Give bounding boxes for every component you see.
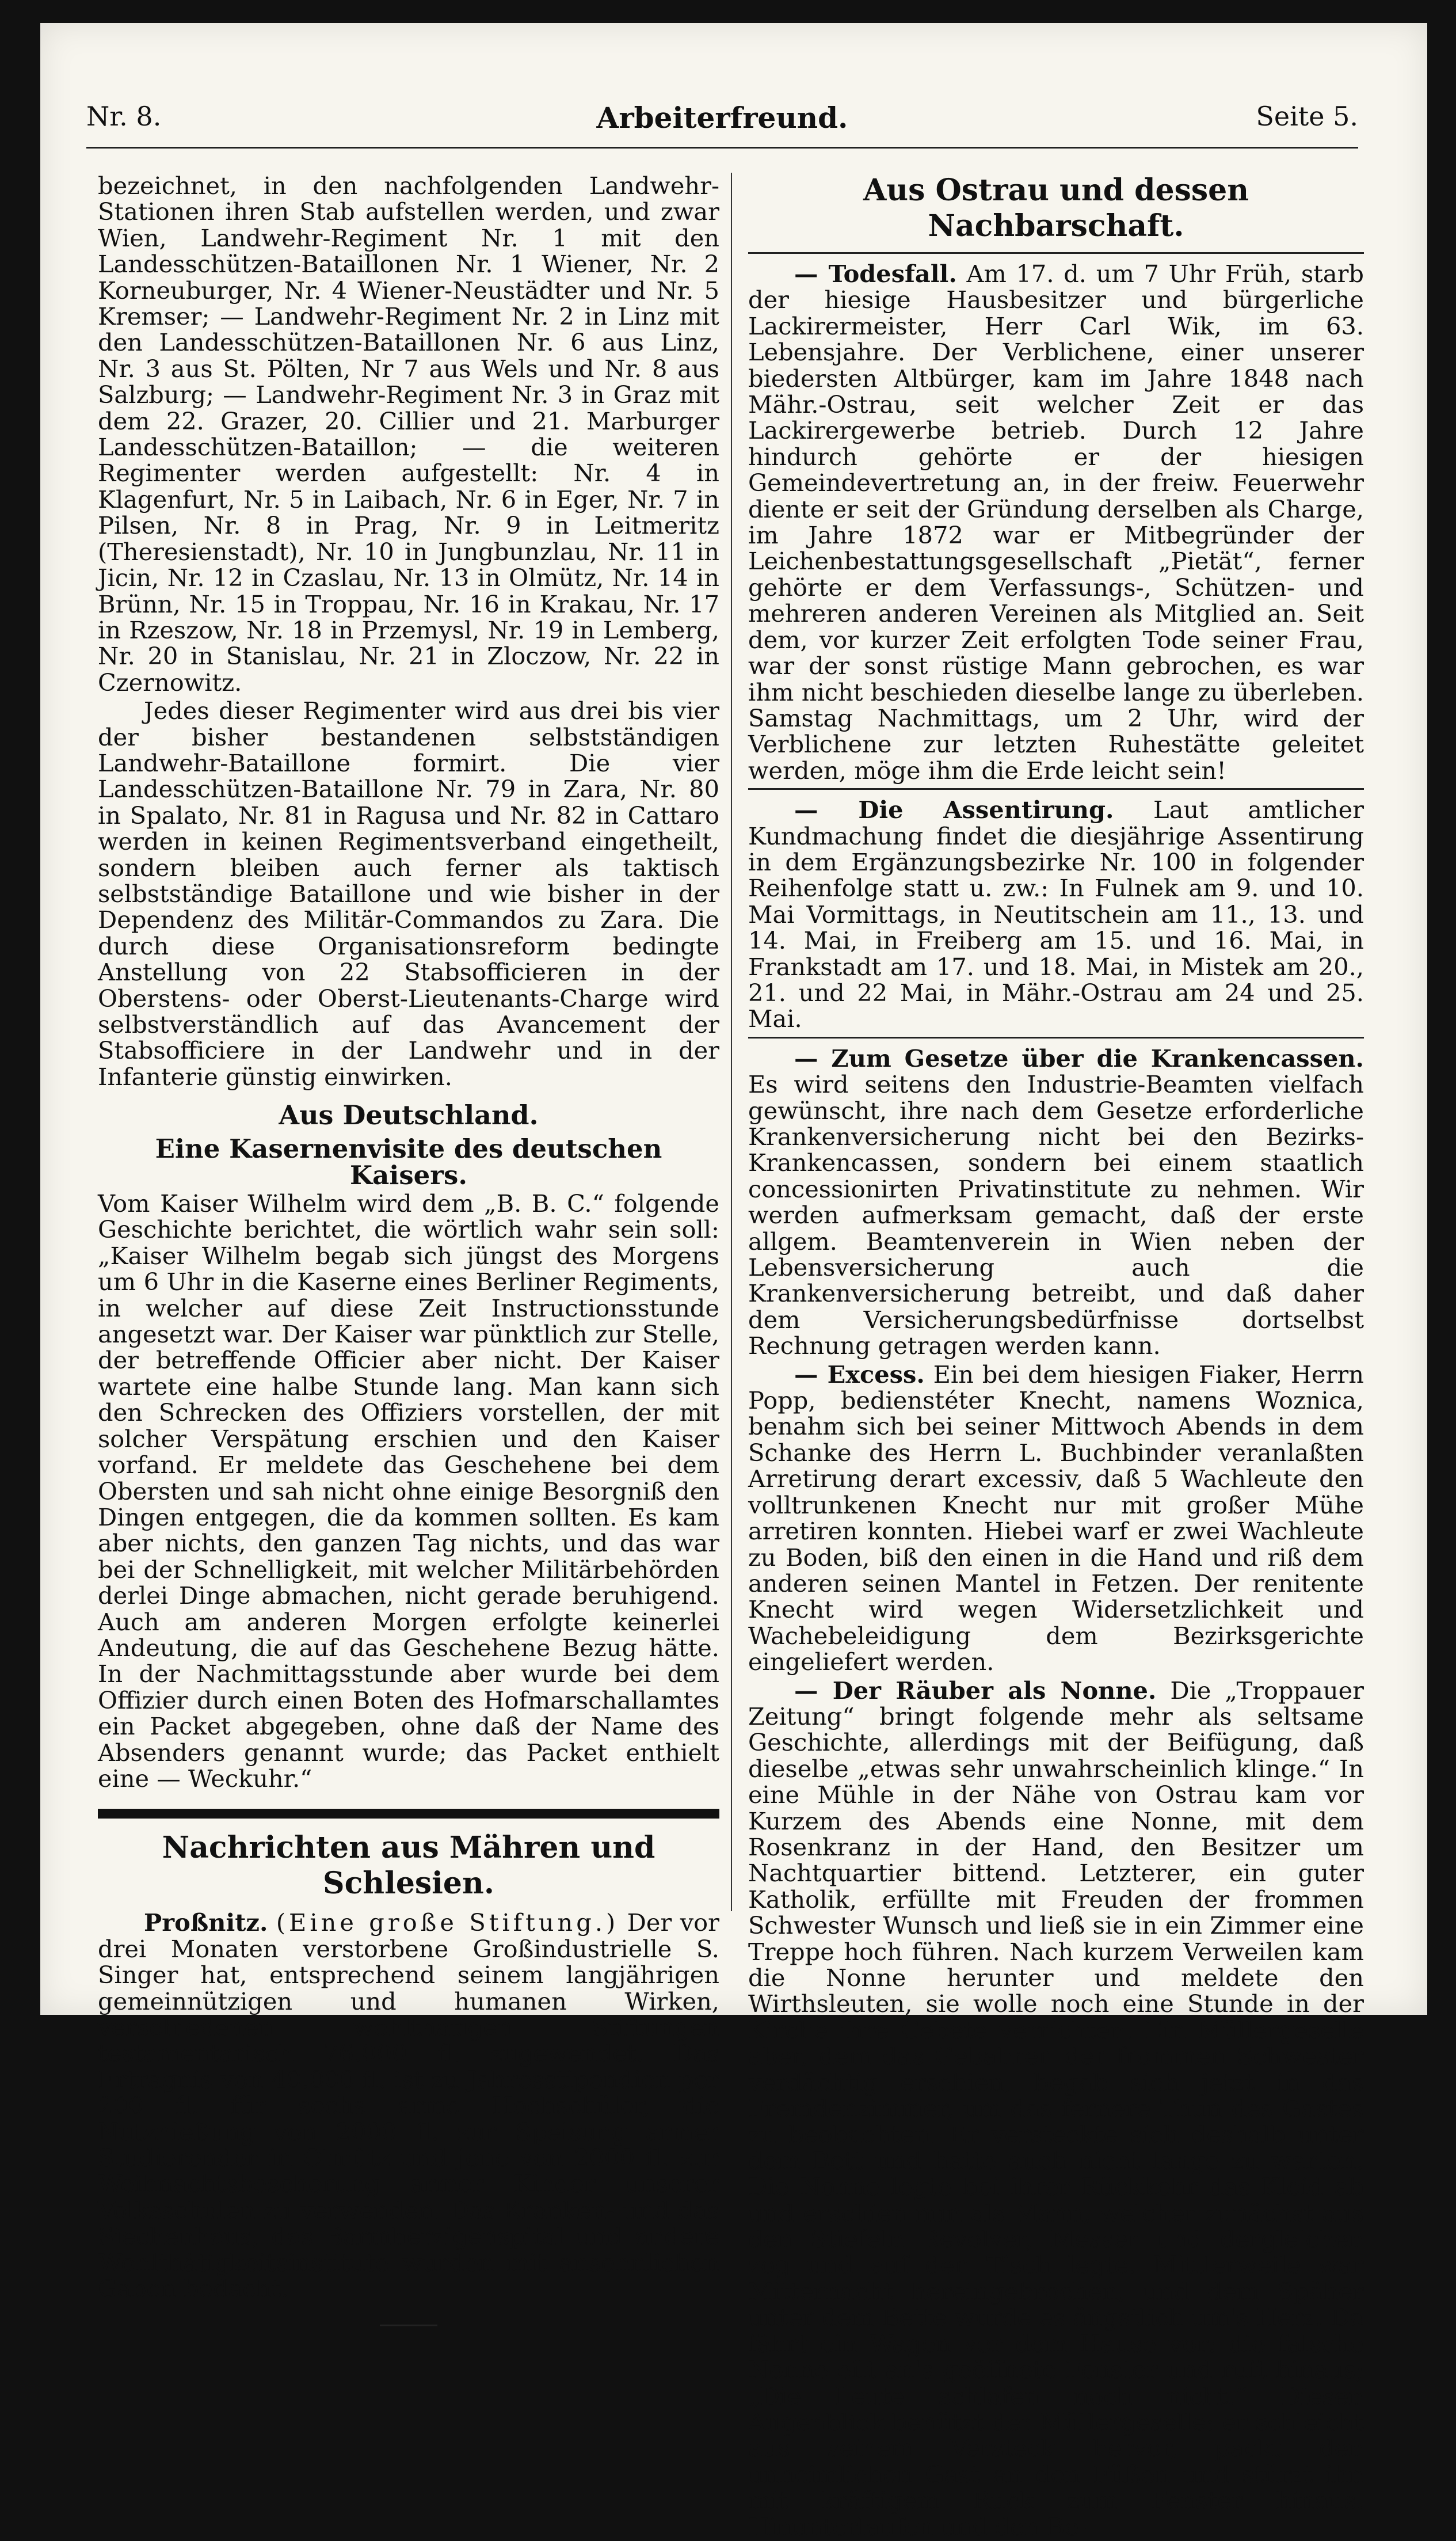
prossnitz-subtitle: (Eine große Stiftung.) (276, 1908, 619, 1937)
assentirung-article (748, 797, 1364, 1032)
kaiser-article-text: Vom Kaiser Wilhelm wird dem „B. B. C.“ folgende Geschichte berichtet, die wörtlich wahr sein soll: „Kaiser Wilhelm begab sich jüngst des Morgens um 6 Uhr in die Kaserne eines Berliner Regiments, in welcher auf diese Zeit Instructionsstunde angesetzt war. Der Kaiser war pünktlich zur Stelle, der betreffende Officier aber nicht. Der Kaiser wartete eine halbe Stunde lang. Man kann sich den Schrecken des Offiziers vorstellen, der mit solcher Verspätung erschien und den Kaiser vorfand. Er meldete das Geschehene bei dem Obersten und sah nicht ohne einige Besorgniß den Dingen entgegen, die da kommen sollten. Es kam aber nichts, den ganzen Tag nichts, und das war bei der Schnelligkeit, mit welcher Militärbehörden derlei Dinge abmachen, nicht gerade beruhigend. Auch am anderen Morgen erfolgte keinerlei Andeutung, die auf das Geschehene Bezug hätte. In der Nachmittagsstunde aber wurde bei dem Offizier durch einen Boten des Hofmarschallamtes ein Packet abgegeben, ohne daß der Name des Absenders genannt wurde; das Packet enthielt eine — Weckuhr.“ (98, 1189, 719, 1793)
gesetze-text: Es wird seitens den Industrie-Beamten vielfach gewünscht, ihre nach dem Gesetze erforderliche Krankenversicherung nicht bei den Bezirks-Krankencassen, sondern bei einem staatlich concessionirten Privatinstitute zu nehmen. Wir werden aufmerksam gemacht, daß der erste allgem. Beamtenverein in Wien neben der Lebensversicherung auch die Krankenversicherung betreibt, und daß daher dem Versicherungsbedürfnisse dortselbst Rechnung getragen werden kann. (748, 1070, 1364, 1360)
masthead-title: Arbeiterfreund. (596, 101, 848, 135)
section-rule (98, 1809, 719, 1819)
column-divider (731, 173, 732, 1911)
item-rule (748, 1037, 1364, 1039)
landwehr-paragraph: bezeichnet, in den nachfolgenden Landwehr-Stationen ihren Stab aufstellen werden, und zwar Wien, Landwehr-Regiment Nr. 1 mit den Landesschützen-Bataillonen Nr. 1 Wiener, Nr. 2 Korneuburger, Nr. 4 Wiener-Neustädter und Nr. 5 Kremser; — Landwehr-Regiment Nr. 2 in Linz mit den Landesschützen-Bataillonen Nr. 6 aus Linz, Nr. 3 aus St. Pölten, Nr 7 aus Wels und Nr. 8 aus Salzburg; — Landwehr-Regiment Nr. 3 in Graz mit dem 22. Grazer, 20. Cillier und 21. Marburger Landesschützen-Bataillon; — die weiteren Regimenter werden aufgestellt: Nr. 4 in Klagenfurt, Nr. 5 in Laibach, Nr. 6 in Eger, Nr. 7 in Pilsen, Nr. 8 in Prag, Nr. 9 in Leitmeritz (Theresienstadt), Nr. 10 in Jungbunzlau, Nr. 11 in Jicin, Nr. 12 in Czaslau, Nr. 13 in Olmütz, Nr. 14 in Brünn, Nr. 15 in Troppau, Nr. 16 in Krakau, Nr. 17 in Rzeszow, Nr. 18 in Przemysl, Nr. 19 in Lemberg, Nr. 20 in Stanislau, Nr. 21 in Zloczow, Nr. 22 in Czernowitz. (98, 172, 719, 697)
todesfall-runin: — Todesfall. (794, 260, 957, 288)
assentirung-runin: — Die Assentirung. (794, 796, 1114, 824)
excess-article (748, 1361, 1364, 1675)
excess-text: Ein bei dem hiesigen Fiaker, Herrn Popp, bedienstéter Knecht, namens Woznica, benahm sich bei seiner Mittwoch Abends in dem Schanke des Herrn L. Buchbinder veranlaßten Arretirung derart excessiv, daß 5 Wachleute den volltrunkenen Knecht nur mit großer Mühe arretiren konnten. Hiebei warf er zwei Wachleute zu Boden, biß den einen in die Hand und riß dem anderen seinen Mantel in Fetzen. Der renitente Knecht wird wegen Widersetzlichkeit und Wachebeleidigung dem Bezirksgerichte eingeliefert werden. (748, 1360, 1364, 1676)
kaiser-article-title: Eine Kasernenvisite des deutschen Kaisers. (155, 1133, 662, 1190)
raeuber-text: Die „Troppauer Zeitung“ bringt folgende mehr als seltsame Geschichte, allerdings mit der Beifügung, daß dieselbe „etwas sehr unwahrscheinlich klinge.“ In eine Mühle in der Nähe von Ostrau kam vor Kurzem des Abends eine Nonne, mit dem Rosenkranz in der Hand, den Besitzer um Nachtquartier bittend. Letzterer, ein guter Katholik, erfüllte mit Freuden der frommen Schwester Wunsch und ließ sie in ein Zimmer eine Treppe hoch führen. Nach kurzem Verweilen kam die Nonne herunter und meldete den Wirthsleuten, sie wolle noch eine Stunde in der Kirche ihre Gebete verrichten. Ein Müllergeselle aber, dem das Gebahren der frommen Schwester verdächtig erschien, begab sich jetzt in das Fremdenzimmer, um das fernere Thun des Gastes zu beobachten. Er versteckte sich deshalb unter dem Bett und hatte auch nicht lange zu warten. Die Nonne legte bei ihrer Rückkehr das Kleid ab und erschien nun als Mann, welcher zunächst aus den Stiefeln Revolver, Messer und dergleichen zog und auf den Tisch legte. Mittlerweile war Mitternacht hereingebrochen, und dem Späher unter dem Bette wurde es ängstlich um's Herz. Da fährt ein Wagen vor dem Hause vor: die falsche Nonne eilt an's geöffnete Fenster und ruft hinaus; „Die Leute schlafen noch nicht.“ Diesen Augenblick benützt der Müllergeselle: er schleicht aus seinem Versteck hervor, packt den unheimlichen Gast an den Füßen und stürzt ihn mit kräftigem Ruck zum Fenster hinaus. Hinunterlaufen und den Be- (748, 1676, 1364, 2541)
section-heading-ostrau: Aus Ostrau und dessen Nachbarschaft. (863, 173, 1249, 244)
raeuber-runin: — Der Räuber als Nonne. (794, 1676, 1157, 1705)
page-number: Seite 5. (1256, 101, 1358, 132)
heading-rule (748, 252, 1364, 254)
prossnitz-runin: Proßnitz. (144, 1908, 268, 1937)
item-rule (748, 788, 1364, 790)
todesfall-text: Am 17. d. um 7 Uhr Früh, starb der hiesige Hausbesitzer und bürgerliche Lackirermeister, Herr Carl Wik, im 63. Lebensjahre. Der Verblichene, einer unserer biedersten Altbürger, kam im Jahre 1848 nach Mähr.-Ostrau, seit welcher Zeit er das Lackirergewerbe betrieb. Durch 12 Jahre hindurch gehörte er der hiesigen Gemeindevertretung an, in der freiw. Feuerwehr diente er seit der Gründung derselben als Charge, im Jahre 1872 war er Mitbegründer der Leichenbestattungsgesellschaft „Pietät“, ferner gehörte er dem Verfassungs-, Schützen- und mehreren anderen Vereinen als Mitglied an. Seit dem, vor kurzer Zeit erfolgten Tode seiner Frau, war der sonst rüstige Mann gebrochen, es war ihm nicht beschieden dieselbe lange zu überleben. Samstag Nachmittags, um 2 Uhr, wird der Verblichene zur letzten Ruhestätte geleitet werden, möge ihm die Erde leicht sein! (748, 260, 1364, 785)
regimenter-paragraph: Jedes dieser Regimenter wird aus drei bis vier der bisher bestandenen selbstständigen Landwehr-Bataillone formirt. Die vier Landesschützen-Bataillone Nr. 79 in Zara, Nr. 80 in Spalato, Nr. 81 in Ragusa und Nr. 82 in Cattaro werden in keinen Regimentsverband eingetheilt, sondern bleiben auch ferner als taktisch selbstständige Bataillone und wie bisher in der Dependenz des Militär-Commandos zu Zara. Die durch diese Organisationsreform bedingte Anstellung von 22 Stabsofficieren in der Oberstens- oder Oberst-Lieutenants-Charge wird selbstverständlich auf das Avancement der Stabsofficiere in der Landwehr und in der Infanterie günstig einwirken. (98, 697, 719, 1091)
right-column (748, 173, 1364, 2540)
left-column (98, 173, 719, 2326)
prossnitz-article (98, 1909, 719, 2302)
gesetze-article (748, 1045, 1364, 1359)
section-heading-moravia: Nachrichten aus Mähren und Schlesien. (162, 1830, 655, 1901)
end-rule (380, 2325, 437, 2326)
section-heading-germany: Aus Deutschland. (279, 1100, 539, 1131)
excess-runin: — Excess. (794, 1360, 925, 1389)
assentirung-text: Laut amtlicher Kundmachung findet die diesjährige Assentirung in dem Ergänzungsbezirke Nr. 100 in folgender Reihenfolge statt u. zw.: In Fulnek am 9. und 10. Mai Vormittags, in Neutitschein am 11., 13. und 14. Mai, in Freiberg am 15. und 16. Mai, in Frankstadt am 17. und 18. Mai, in Mistek am 20., 21. und 22 Mai, in Mähr.-Ostrau am 24 und 25. Mai. (748, 796, 1364, 1033)
issue-number: Nr. 8. (86, 101, 162, 132)
gesetze-runin: — Zum Gesetze über die Krankencassen. (794, 1044, 1364, 1072)
prossnitz-text: Der vor drei Monaten verstorbene Großindustrielle S. Singer hat, entsprechend seinem langjährigen gemeinnützigen und humanen Wirken, verschiedenen wohlthätigen Stiftungen testamentarisch 76.000 fl. zugewendet. Das Erträgnis von 40.000 fl. ist zu Jahresstipendien per 200 fl. für sechs arme Hochschüler, die Nutznießung von 2000 fl. zur Speisung armer Studierender in Olmütz und jene von 2000 fl. zur Weihnachtsbescherung armer Kinder unserer Volksschulen zu verwenden. Das Kranken- und das Siechenhaus, das Barmherzigenspital und andere Wohlthätigkeitsinstitute wurden mit ansehnlichen Gaben bedacht. (98, 1908, 719, 2303)
page-header (86, 101, 1358, 149)
raeuber-article (748, 1677, 1364, 2540)
todesfall-article (748, 261, 1364, 783)
